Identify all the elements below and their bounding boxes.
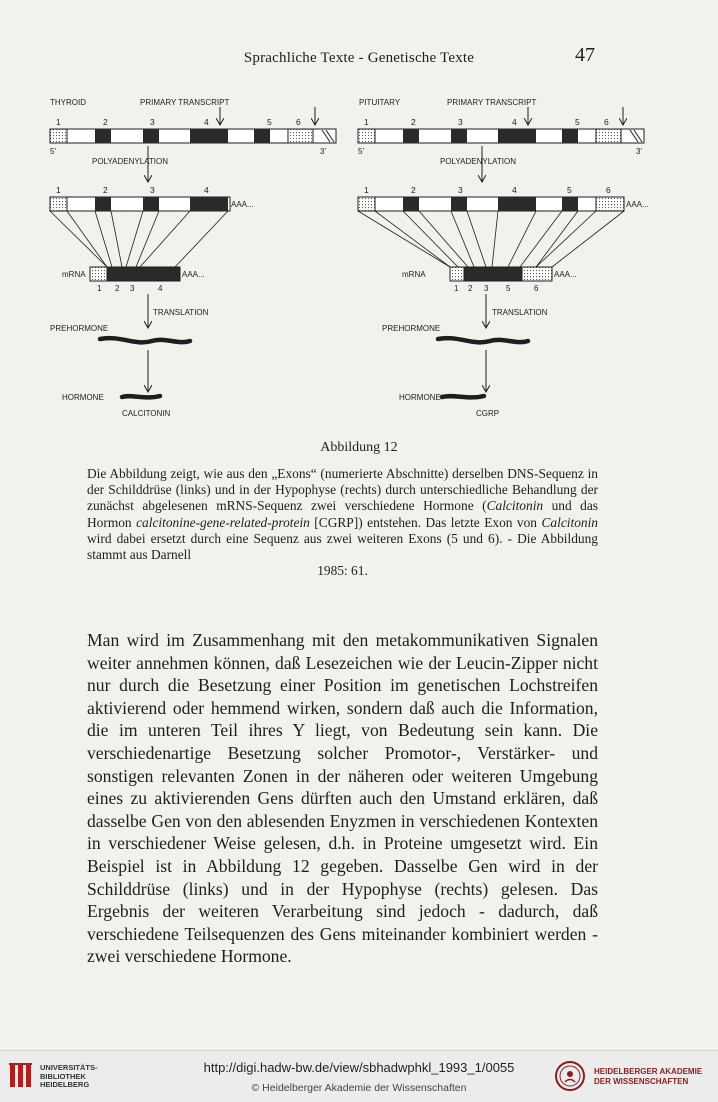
right-mrna-label: mRNA bbox=[402, 270, 426, 279]
left-prehormone-label: PREHORMONE bbox=[50, 324, 109, 333]
exon-number: 5 bbox=[267, 117, 272, 127]
exon-number: 1 bbox=[56, 185, 61, 195]
figure-diagram bbox=[40, 92, 680, 432]
left-exon-numbers-after bbox=[56, 185, 209, 195]
caption-text: Die Abbildung zeigt, wie aus den „Exons“ (numerierte Abschnitte) derselben DNS-Sequenz in der Schilddrüse (links) und in der Hypophyse (rechts) durch unterschiedliche Behandlung der zunächst abgelesenen mRNS-Sequenz zwei verschiedene Hormone ( bbox=[87, 466, 598, 514]
exon-number: 2 bbox=[411, 185, 416, 195]
right-panel bbox=[358, 98, 649, 418]
caption-term: calcitonine-gene-related-protein bbox=[136, 514, 310, 530]
exon-number: 5 bbox=[506, 284, 511, 293]
right-three-prime: 3' bbox=[636, 147, 642, 156]
right-exon-numbers-after bbox=[364, 185, 611, 195]
left-polya-label: AAA... bbox=[231, 200, 254, 209]
exon-number: 1 bbox=[97, 284, 102, 293]
right-mrna bbox=[450, 267, 552, 281]
left-mrna-exon-numbers bbox=[97, 284, 163, 293]
left-primary-transcript bbox=[50, 129, 336, 143]
left-mrna bbox=[90, 267, 180, 281]
exon-number: 2 bbox=[103, 185, 108, 195]
caption-term: Calcitonin bbox=[541, 514, 599, 530]
exon-number: 1 bbox=[364, 117, 369, 127]
right-prehormone-shape bbox=[438, 338, 528, 342]
body-paragraph: Man wird im Zusammenhang mit den metakommunikativen Signalen weiter annehmen können, daß Lesezeichen wie der Leucin-Zipper nicht nur durch die Besetzung einer Position im genetischen Lochstreifen aktivierend oder hemmend wirken, sondern daß auch die Information, die im unteren Teil ihres Y liegt, von Bedeutung sein kann. Die verschiedenartige Besetzung solcher Promotor-, Verstärker- und sonstigen relevanten Zonen in der näheren oder weiteren Umgebung eines zu aktivierenden Gens dürften auch den Umstand erklären, daß dasselbe Gen von den ablesenden Enyzmen in verschiedenen Kontexten in verschiedener Weise gelesen, d.h. in Proteine umgesetzt wird. Ein Beispiel ist in Abbildung 12 gegeben. Dasselbe Gen wird in der Schilddrüse (links) und in der Hypophyse (rechts) gelesen. Das Ergebnis der weiteren Verarbeitung sind jedoch - dadurch, daß verschiedene Teilsequenzen des Gens miteinander kombiniert werden - zwei verschiedene Hormone. bbox=[87, 630, 598, 967]
caption-term: Calcitonin bbox=[486, 498, 544, 514]
exon-number: 4 bbox=[512, 117, 517, 127]
running-head: Sprachliche Texte - Genetische Texte bbox=[243, 50, 475, 66]
exon-number: 4 bbox=[512, 185, 517, 195]
right-mrna-polya: AAA... bbox=[554, 270, 577, 279]
right-polya-label: AAA... bbox=[626, 200, 649, 209]
caption-text: wird dabei ersetzt durch eine Sequenz aus zwei weiteren Exons (5 und 6). - Die Abbildung stammt aus Darnell bbox=[87, 530, 598, 563]
left-organ-label: THYROID bbox=[50, 98, 86, 107]
exon-number: 1 bbox=[454, 284, 459, 293]
exon-number: 5 bbox=[575, 117, 580, 127]
right-polyadenylation-label: POLYADENYLATION bbox=[440, 157, 517, 166]
exon-number: 4 bbox=[204, 185, 209, 195]
permalink-url[interactable]: http://digi.hadw-bw.de/view/sbhadwphkl_1993_1/0055 bbox=[203, 1060, 515, 1075]
left-polyadenylation-label: POLYADENYLATION bbox=[92, 157, 169, 166]
figure-caption bbox=[87, 466, 598, 579]
left-hormone-shape bbox=[122, 396, 160, 397]
right-translation-label: TRANSLATION bbox=[492, 308, 548, 317]
right-prehormone-label: PREHORMONE bbox=[382, 324, 441, 333]
exon-number: 2 bbox=[411, 117, 416, 127]
splicing-diagram bbox=[40, 92, 680, 432]
body-text bbox=[87, 629, 598, 968]
library-name-line: UNIVERSITÄTS- bbox=[40, 1063, 98, 1072]
library-name-line: BIBLIOTHEK bbox=[40, 1071, 86, 1081]
exon-number: 4 bbox=[204, 117, 209, 127]
left-exon-numbers bbox=[56, 117, 301, 127]
exon-number: 2 bbox=[115, 284, 120, 293]
left-three-prime: 3' bbox=[320, 147, 326, 156]
academy-seal-icon bbox=[554, 1060, 586, 1092]
library-name-line: HEIDELBERG bbox=[40, 1080, 90, 1089]
left-polyadenylated-transcript bbox=[50, 197, 230, 211]
exon-number: 6 bbox=[534, 284, 539, 293]
left-hormone-label: HORMONE bbox=[62, 393, 104, 402]
exon-number: 6 bbox=[604, 117, 609, 127]
exon-number: 4 bbox=[158, 284, 163, 293]
figure-title: Abbildung 12 bbox=[320, 440, 398, 455]
exon-number: 2 bbox=[103, 117, 108, 127]
exon-number: 3 bbox=[484, 284, 489, 293]
exon-number: 5 bbox=[567, 185, 572, 195]
page-footer bbox=[0, 1050, 718, 1102]
right-hormone-shape bbox=[442, 396, 484, 397]
caption-paragraph bbox=[87, 466, 598, 579]
right-organ-label: PITUITARY bbox=[359, 98, 401, 107]
exon-number: 3 bbox=[458, 117, 463, 127]
exon-number: 1 bbox=[364, 185, 369, 195]
left-mrna-polya: AAA... bbox=[182, 270, 205, 279]
left-mrna-label: mRNA bbox=[62, 270, 86, 279]
left-translation-label: TRANSLATION bbox=[153, 308, 209, 317]
caption-source-date: 1985: 61. bbox=[317, 563, 368, 579]
right-splicing-lines bbox=[358, 211, 624, 267]
exon-number: 3 bbox=[150, 117, 155, 127]
exon-number: 3 bbox=[458, 185, 463, 195]
left-splicing-lines bbox=[50, 211, 228, 267]
right-product-label: CGRP bbox=[476, 409, 500, 418]
exon-number: 6 bbox=[296, 117, 301, 127]
copyright-notice: © Heidelberger Akademie der Wissenschaften bbox=[251, 1082, 467, 1094]
right-polyadenylated-transcript bbox=[358, 197, 624, 211]
exon-number: 6 bbox=[606, 185, 611, 195]
left-panel bbox=[50, 98, 336, 418]
right-primary-transcript bbox=[358, 129, 644, 143]
left-five-prime: 5' bbox=[50, 147, 56, 156]
exon-number: 3 bbox=[150, 185, 155, 195]
caption-text: und das Hormon bbox=[87, 498, 598, 530]
academy-name bbox=[594, 1067, 702, 1087]
exon-number: 3 bbox=[130, 284, 135, 293]
left-transcript-label: PRIMARY TRANSCRIPT bbox=[140, 98, 230, 107]
caption-text: [CGRP]) entstehen. Das letzte Exon von bbox=[309, 514, 542, 530]
exon-number: 1 bbox=[56, 117, 61, 127]
exon-number: 2 bbox=[468, 284, 473, 293]
academy-name-line: HEIDELBERGER AKADEMIE bbox=[594, 1067, 703, 1076]
page-number: 47 bbox=[575, 44, 595, 66]
left-prehormone-shape bbox=[100, 338, 190, 342]
right-transcript-label: PRIMARY TRANSCRIPT bbox=[447, 98, 537, 107]
academy-name-line: DER WISSENSCHAFTEN bbox=[594, 1077, 689, 1086]
right-mrna-exon-numbers bbox=[454, 284, 539, 293]
right-exon-numbers bbox=[364, 117, 609, 127]
right-hormone-label: HORMONE bbox=[399, 393, 441, 402]
right-five-prime: 5' bbox=[358, 147, 364, 156]
page-header bbox=[0, 44, 718, 74]
left-product-label: CALCITONIN bbox=[122, 409, 171, 418]
